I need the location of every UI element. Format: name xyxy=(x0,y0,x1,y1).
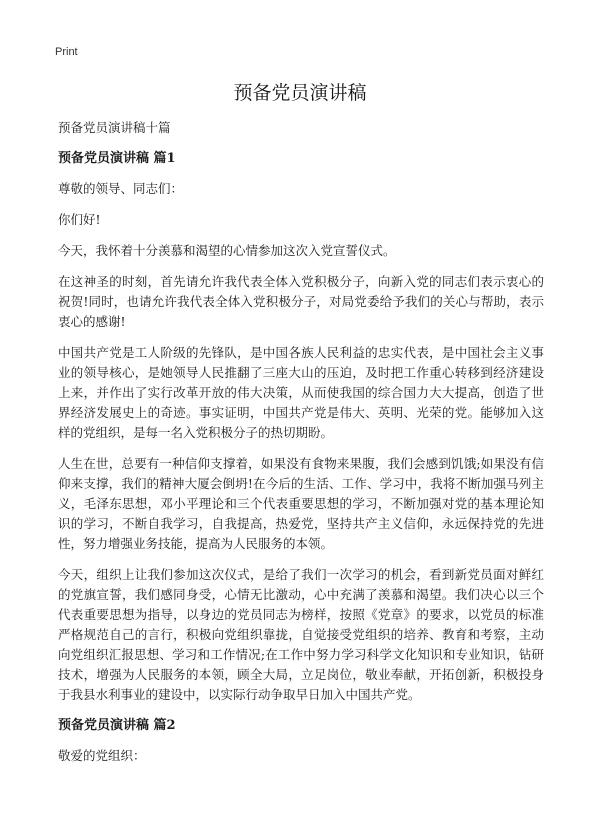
paragraph: 中国共产党是工人阶级的先锋队，是中国各族人民利益的忠实代表，是中国社会主义事业的领导核心，是她领导人民推翻了三座大山的压迫，及时把工作重心转移到经济建设上来，并作出了实行改革开放的伟大决策，从而使我国的综合国力大大提高，创造了世界经济发展史上的奇迹。事实证明，中国共产党是伟大、英明、光荣的党。能够加入这样的党组织，是每一名入党积极分子的热切期盼。 xyxy=(58,345,544,440)
paragraph-greeting: 你们好! xyxy=(58,212,101,227)
paragraph-salutation: 尊敬的领导、同志们： xyxy=(58,181,184,196)
document-subtitle: 预备党员演讲稿十篇 xyxy=(58,120,171,135)
paragraph: 今天，我怀着十分羡慕和渴望的心情参加这次入党宣誓仪式。 xyxy=(58,243,396,258)
document-body xyxy=(58,118,544,777)
paragraph: 在这神圣的时刻，首先请允许我代表全体入党积极分子，向新入党的同志们表示衷心的祝贺!同时，也请允许我代表全体入党积极分子，对局党委给予我们的关心与帮助，表示衷心的感谢! xyxy=(58,274,544,329)
paragraph: 今天，组织上让我们参加这次仪式，是给了我们一次学习的机会，看到新党员面对鲜红的党旗宣誓，我们感同身受，心情无比激动，心中充满了羡慕和渴望。我们决心以三个代表重要思想为指导，以身边的党员同志为榜样，按照《党章》的要求，以党员的标准严格规范自己的言行，积极向党组织靠拢，自觉接受党组织的培养、教育和考察，主动向党组织汇报思想、学习和工作情况;在工作中努力学习科学文化知识和专业知识，钻研技术，增强为人民服务的本领，顾全大局，立足岗位，敬业奉献，开拓创新，积极投身于我县水利事业的建设中，以实际行动争取早日加入中国共产党。 xyxy=(58,567,544,702)
paragraph: 人生在世，总要有一种信仰支撑着，如果没有食物来果腹，我们会感到饥饿;如果没有信仰来支撑，我们的精神大厦会倒坍!在今后的生活、工作、学习中，我将不断加强马列主义，毛泽东思想，邓小平理论和三个代表重要思想的学习，不断加强对党的基本理论知识的学习，不断自我学习，自我提高，热爱党，坚持共产主义信仰，永远保持党的先进性，努力增强业务技能，提高为人民服务的本领。 xyxy=(58,456,544,551)
section-heading-1: 预备党员演讲稿 篇1 xyxy=(58,151,176,166)
paragraph-salutation: 敬爱的党组织： xyxy=(58,748,146,763)
document-title: 预备党员演讲稿 xyxy=(233,82,367,104)
print-link[interactable]: Print xyxy=(55,46,78,58)
section-heading-2: 预备党员演讲稿 篇2 xyxy=(58,718,176,733)
